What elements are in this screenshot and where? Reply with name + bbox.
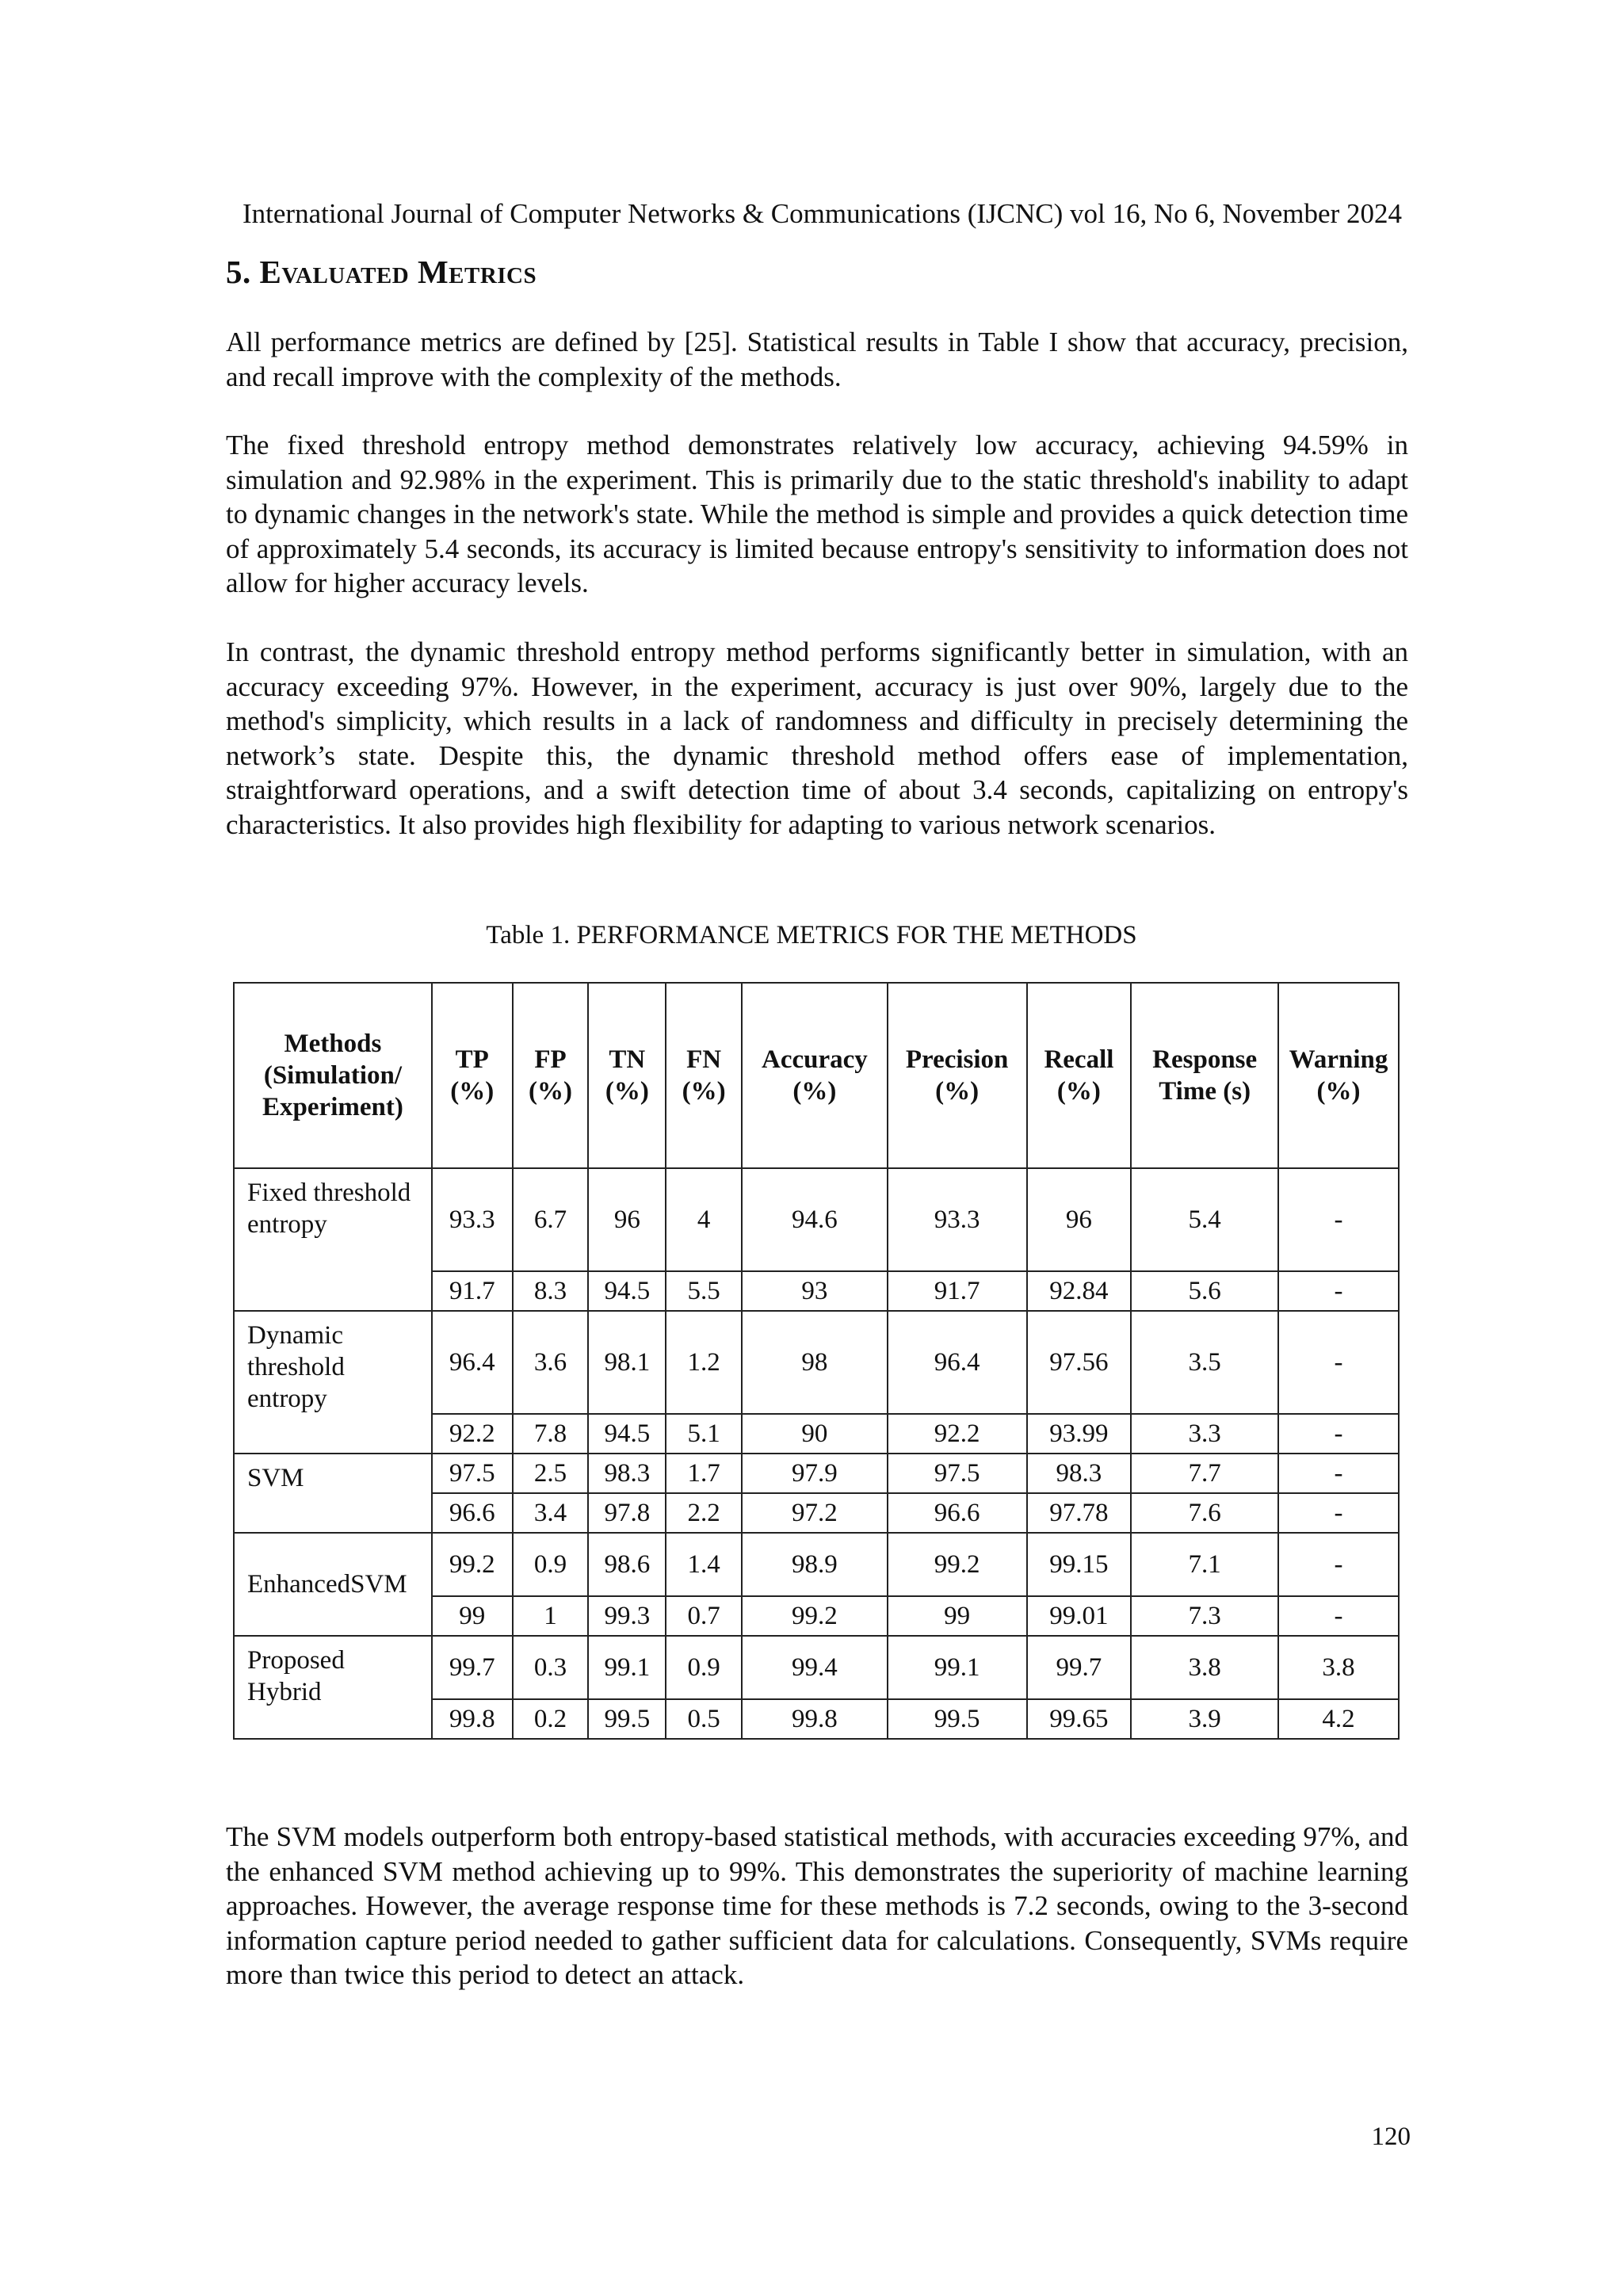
cell-tn: 96 xyxy=(588,1168,666,1271)
cell-fn: 1.7 xyxy=(666,1454,742,1493)
cell-accuracy: 97.2 xyxy=(742,1493,888,1533)
cell-response-time: 3.8 xyxy=(1131,1636,1278,1699)
cell-tp: 99 xyxy=(432,1596,513,1636)
table-row xyxy=(234,1168,1399,1271)
cell-warning: - xyxy=(1278,1271,1399,1311)
cell-precision: 97.5 xyxy=(888,1454,1027,1493)
header-tn: TN (%) xyxy=(588,983,666,1168)
header-recall: Recall (%) xyxy=(1027,983,1132,1168)
cell-tp: 99.8 xyxy=(432,1699,513,1739)
paragraph-svm: The SVM models outperform both entropy-based statistical methods, with accuracies exceeding 97%, and the enhanced SVM method achieving up to 99%. This demonstrates the superiority of machine learning approaches. However, the average response time for these methods is 7.2 seconds, owing to the 3-second information capture period needed to gather sufficient data for calculations. Consequently, SVMs require more than twice this period to detect an attack. xyxy=(226,1821,1408,1990)
cell-fp: 0.2 xyxy=(513,1699,589,1739)
cell-accuracy: 98 xyxy=(742,1311,888,1414)
cell-recall: 93.99 xyxy=(1027,1414,1132,1454)
paragraph-fixed-threshold: The fixed threshold entropy method demonstrates relatively low accuracy, achieving 94.59% in simulation and 92.98% in the experiment. This is primarily due to the static threshold's inability to adapt to dynamic changes in the network's state. While the method is simple and provides a quick detection time of approximately 5.4 seconds, its accuracy is limited because entropy's sensitivity to information does not allow for higher accuracy levels. xyxy=(226,430,1408,598)
cell-response-time: 3.9 xyxy=(1131,1699,1278,1739)
cell-precision: 91.7 xyxy=(888,1271,1027,1311)
cell-recall: 97.56 xyxy=(1027,1311,1132,1414)
cell-response-time: 7.6 xyxy=(1131,1493,1278,1533)
table-row xyxy=(234,1454,1399,1493)
table-header-row xyxy=(234,983,1399,1168)
cell-precision: 96.6 xyxy=(888,1493,1027,1533)
cell-fn: 0.9 xyxy=(666,1636,742,1699)
paragraph-dynamic-threshold: In contrast, the dynamic threshold entropy method performs significantly better in simulation, with an accuracy exceeding 97%. However, in the experiment, accuracy is just over 90%, largely due to the method's simplicity, which results in a lack of randomness and difficulty in precisely determining the network’s state. Despite this, the dynamic threshold method offers ease of implementation, straightforward operations, and a swift detection time of about 3.4 seconds, capitalizing on entropy's characteristics. It also provides high flexibility for adapting to various network scenarios. xyxy=(226,636,1408,840)
cell-tp: 96.4 xyxy=(432,1311,513,1414)
cell-fn: 5.5 xyxy=(666,1271,742,1311)
cell-precision: 99.2 xyxy=(888,1533,1027,1596)
cell-warning: - xyxy=(1278,1311,1399,1414)
cell-tp: 91.7 xyxy=(432,1271,513,1311)
cell-recall: 96 xyxy=(1027,1168,1132,1271)
cell-warning: - xyxy=(1278,1596,1399,1636)
cell-recall: 99.15 xyxy=(1027,1533,1132,1596)
paragraph-intro: All performance metrics are defined by [25]. Statistical results in Table I show that accuracy, precision, and recall improve with the complexity of the methods. xyxy=(226,327,1408,392)
method-dynamic-threshold-entropy: Dynamic threshold entropy xyxy=(234,1311,432,1454)
cell-response-time: 3.3 xyxy=(1131,1414,1278,1454)
cell-response-time: 7.1 xyxy=(1131,1533,1278,1596)
cell-fp: 7.8 xyxy=(513,1414,589,1454)
cell-precision: 96.4 xyxy=(888,1311,1027,1414)
cell-recall: 97.78 xyxy=(1027,1493,1132,1533)
cell-recall: 99.65 xyxy=(1027,1699,1132,1739)
cell-tp: 96.6 xyxy=(432,1493,513,1533)
cell-warning: - xyxy=(1278,1454,1399,1493)
cell-accuracy: 98.9 xyxy=(742,1533,888,1596)
cell-precision: 99.1 xyxy=(888,1636,1027,1699)
section-title: 5. Evaluated Metrics xyxy=(226,254,537,290)
cell-warning: - xyxy=(1278,1168,1399,1271)
table-caption: Table 1. PERFORMANCE METRICS FOR THE METHODS xyxy=(486,921,1137,949)
cell-fn: 2.2 xyxy=(666,1493,742,1533)
table-row xyxy=(234,1311,1399,1414)
running-header: International Journal of Computer Networks & Communications (IJCNC) vol 16, No 6, November 2024 xyxy=(242,198,1402,229)
cell-fp: 0.9 xyxy=(513,1533,589,1596)
cell-accuracy: 99.8 xyxy=(742,1699,888,1739)
cell-tn: 99.5 xyxy=(588,1699,666,1739)
cell-response-time: 5.6 xyxy=(1131,1271,1278,1311)
cell-tp: 92.2 xyxy=(432,1414,513,1454)
cell-accuracy: 99.2 xyxy=(742,1596,888,1636)
cell-precision: 99 xyxy=(888,1596,1027,1636)
cell-response-time: 5.4 xyxy=(1131,1168,1278,1271)
cell-response-time: 7.3 xyxy=(1131,1596,1278,1636)
header-methods: Methods (Simulation/ Experiment) xyxy=(234,983,432,1168)
method-enhanced-svm: EnhancedSVM xyxy=(234,1533,432,1636)
cell-recall: 92.84 xyxy=(1027,1271,1132,1311)
cell-accuracy: 93 xyxy=(742,1271,888,1311)
metrics-table xyxy=(233,982,1400,1740)
cell-tp: 97.5 xyxy=(432,1454,513,1493)
cell-fp: 3.4 xyxy=(513,1493,589,1533)
cell-fn: 1.4 xyxy=(666,1533,742,1596)
table-row xyxy=(234,1636,1399,1699)
cell-accuracy: 97.9 xyxy=(742,1454,888,1493)
header-tp: TP (%) xyxy=(432,983,513,1168)
cell-fn: 5.1 xyxy=(666,1414,742,1454)
cell-tn: 97.8 xyxy=(588,1493,666,1533)
cell-fn: 0.5 xyxy=(666,1699,742,1739)
header-warning: Warning (%) xyxy=(1278,983,1399,1168)
cell-tn: 98.1 xyxy=(588,1311,666,1414)
header-fn: FN (%) xyxy=(666,983,742,1168)
cell-precision: 99.5 xyxy=(888,1699,1027,1739)
cell-tn: 94.5 xyxy=(588,1414,666,1454)
cell-fp: 3.6 xyxy=(513,1311,589,1414)
cell-warning: 4.2 xyxy=(1278,1699,1399,1739)
cell-warning: 3.8 xyxy=(1278,1636,1399,1699)
cell-fn: 1.2 xyxy=(666,1311,742,1414)
cell-tn: 94.5 xyxy=(588,1271,666,1311)
method-svm: SVM xyxy=(234,1454,432,1533)
cell-fn: 0.7 xyxy=(666,1596,742,1636)
cell-tn: 98.6 xyxy=(588,1533,666,1596)
cell-precision: 93.3 xyxy=(888,1168,1027,1271)
cell-fp: 8.3 xyxy=(513,1271,589,1311)
header-response-time: Response Time (s) xyxy=(1131,983,1278,1168)
cell-fp: 6.7 xyxy=(513,1168,589,1271)
cell-tn: 99.3 xyxy=(588,1596,666,1636)
cell-warning: - xyxy=(1278,1414,1399,1454)
cell-recall: 99.7 xyxy=(1027,1636,1132,1699)
cell-accuracy: 99.4 xyxy=(742,1636,888,1699)
cell-tn: 98.3 xyxy=(588,1454,666,1493)
cell-fp: 1 xyxy=(513,1596,589,1636)
cell-tp: 93.3 xyxy=(432,1168,513,1271)
table-row xyxy=(234,1533,1399,1596)
page-number: 120 xyxy=(1371,2122,1411,2151)
cell-recall: 99.01 xyxy=(1027,1596,1132,1636)
cell-fp: 2.5 xyxy=(513,1454,589,1493)
cell-warning: - xyxy=(1278,1533,1399,1596)
cell-response-time: 7.7 xyxy=(1131,1454,1278,1493)
cell-response-time: 3.5 xyxy=(1131,1311,1278,1414)
header-precision: Precision (%) xyxy=(888,983,1027,1168)
method-fixed-threshold-entropy: Fixed threshold entropy xyxy=(234,1168,432,1311)
cell-precision: 92.2 xyxy=(888,1414,1027,1454)
cell-tp: 99.2 xyxy=(432,1533,513,1596)
header-fp: FP (%) xyxy=(513,983,589,1168)
cell-fp: 0.3 xyxy=(513,1636,589,1699)
cell-fn: 4 xyxy=(666,1168,742,1271)
cell-accuracy: 94.6 xyxy=(742,1168,888,1271)
cell-accuracy: 90 xyxy=(742,1414,888,1454)
cell-tp: 99.7 xyxy=(432,1636,513,1699)
cell-recall: 98.3 xyxy=(1027,1454,1132,1493)
cell-tn: 99.1 xyxy=(588,1636,666,1699)
cell-warning: - xyxy=(1278,1493,1399,1533)
method-proposed-hybrid: Proposed Hybrid xyxy=(234,1636,432,1739)
header-accuracy: Accuracy (%) xyxy=(742,983,888,1168)
